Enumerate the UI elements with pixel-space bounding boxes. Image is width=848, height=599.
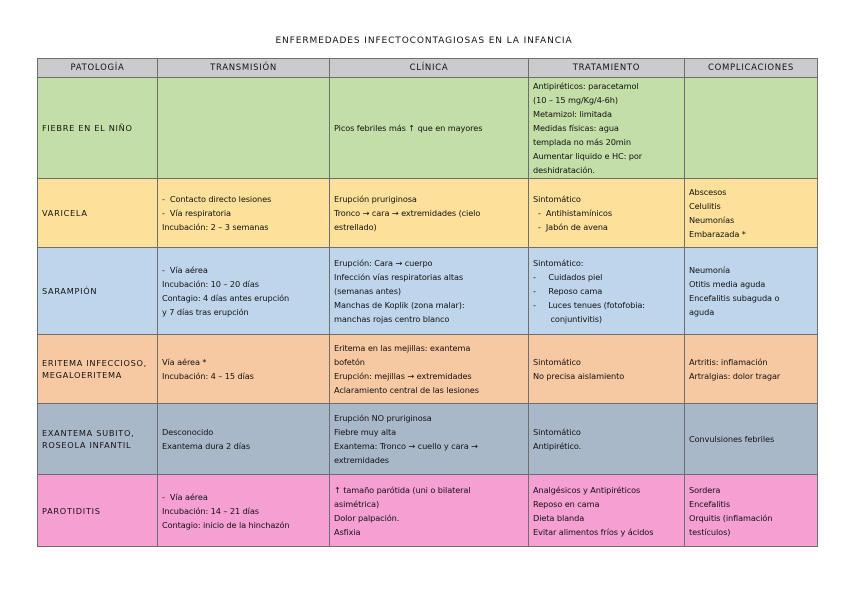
- tratamiento-line: (10 – 15 mg/Kg/4-6h): [533, 95, 618, 105]
- clinica-line: Manchas de Koplik (zona malar):: [334, 300, 465, 310]
- tratamiento-line: - Cuidados piel: [533, 272, 603, 282]
- tratamiento-line: deshidratación.: [533, 165, 595, 175]
- tratamiento-line: Sintomático: [533, 194, 581, 204]
- tratamiento-line: Reposo en cama: [533, 498, 600, 509]
- clinica-line: Erupción NO pruriginosa: [334, 413, 432, 423]
- complicaciones-line: Otitis media aguda: [689, 279, 766, 289]
- clinica-line: ↑ tamaño parótida (uni o bilateral: [334, 484, 471, 495]
- transmision-line: Exantema dura 2 días: [162, 441, 251, 451]
- clinica-line: estrellado): [334, 222, 377, 232]
- tratamiento-line: Analgésicos y Antipiréticos: [533, 484, 641, 495]
- complicaciones-line: Neumonías: [689, 215, 735, 225]
- cell-patologia: [38, 404, 158, 475]
- table-row: [38, 475, 818, 547]
- clinica-line: Picos febriles más ↑ que en mayores: [334, 123, 483, 133]
- cell-clinica: [330, 179, 529, 248]
- complicaciones-line: Embarazada *: [689, 229, 746, 239]
- tratamiento-line: Antipiréticos: paracetamol: [533, 81, 639, 91]
- patologia-line: PAROTIDITIS: [42, 505, 101, 516]
- patologia-line: SARAMPIÓN: [42, 286, 98, 296]
- cell-tratamiento: [529, 335, 685, 404]
- clinica-line: asimétrica): [334, 498, 380, 509]
- tratamiento-line: Aumentar liquido e HC: por: [533, 151, 643, 161]
- transmision-line: Desconocido: [162, 427, 214, 437]
- cell-clinica: [330, 248, 529, 335]
- header-row: [38, 59, 818, 78]
- complicaciones-line: Convulsiones febriles: [689, 434, 775, 444]
- transmision-line: Incubación: 2 – 3 semanas: [162, 222, 269, 232]
- tratamiento-line: Dieta blanda: [533, 512, 585, 523]
- header-patologia: PATOLOGÍA: [38, 59, 158, 78]
- cell-tratamiento: [529, 179, 685, 248]
- cell-clinica: [330, 78, 529, 179]
- cell-transmision: [158, 248, 330, 335]
- clinica-line: bofetón: [334, 357, 365, 367]
- table-row: [38, 335, 818, 404]
- clinica-line: Aclaramiento central de las lesiones: [334, 385, 479, 395]
- cell-transmision: [158, 404, 330, 475]
- clinica-line: Fiebre muy alta: [334, 427, 397, 437]
- clinica-line: Erupción: Cara → cuerpo: [334, 258, 433, 268]
- table-row: [38, 78, 818, 179]
- cell-patologia: [38, 475, 158, 547]
- table-row: [38, 179, 818, 248]
- document-title: ENFERMEDADES INFECTOCONTAGIOSAS EN LA INFANCIA: [275, 36, 573, 46]
- cell-complicaciones: [685, 475, 818, 547]
- tratamiento-line: Sintomático: [533, 357, 581, 367]
- cell-clinica: [330, 404, 529, 475]
- cell-patologia: [38, 248, 158, 335]
- transmision-line: Incubación: 14 – 21 días: [162, 505, 259, 516]
- cell-tratamiento: [529, 248, 685, 335]
- clinica-line: Exantema: Tronco → cuello y cara →: [334, 441, 478, 451]
- cell-patologia: [38, 78, 158, 179]
- complicaciones-line: Encefalitis subaguda o: [689, 293, 780, 303]
- tratamiento-line: Metamizol: limitada: [533, 109, 612, 119]
- cell-transmision: [158, 335, 330, 404]
- tratamiento-line: Sintomático: [533, 427, 581, 437]
- transmision-line: Incubación: 4 – 15 días: [162, 371, 254, 381]
- cell-patologia: [38, 335, 158, 404]
- tratamiento-line: templada no más 20min: [533, 137, 631, 147]
- complicaciones-line: Neumonía: [689, 265, 731, 275]
- header-tratamiento: TRATAMIENTO: [529, 59, 685, 78]
- cell-complicaciones: [685, 179, 818, 248]
- clinica-line: Dolor palpación.: [334, 512, 400, 523]
- table-row: [38, 404, 818, 475]
- clinica-line: manchas rojas centro blanco: [334, 314, 450, 324]
- clinica-line: extremidades: [334, 455, 389, 465]
- patologia-line: VARICELA: [42, 208, 88, 218]
- clinica-line: Infección vías respiratorias altas: [334, 272, 464, 282]
- patologia-line: ERITEMA INFECCIOSO,: [42, 358, 147, 368]
- cell-clinica: [330, 475, 529, 547]
- header-transmision: TRANSMISIÓN: [158, 59, 330, 78]
- clinica-line: Tronco → cara → extremidades (cielo: [334, 208, 481, 218]
- complicaciones-line: Orquitis (inflamación: [689, 512, 773, 523]
- tratamiento-line: - Luces tenues (fotofobia:: [533, 300, 645, 310]
- transmision-line: - Contacto directo lesiones: [162, 194, 272, 204]
- header-complicaciones: COMPLICACIONES: [685, 59, 818, 78]
- tratamiento-line: - Jabón de avena: [533, 222, 608, 232]
- clinica-line: Erupción: mejillas → extremidades: [334, 371, 472, 381]
- clinica-line: (semanas antes): [334, 286, 401, 296]
- table-row: [38, 248, 818, 335]
- transmision-line: - Vía aérea: [162, 491, 208, 502]
- complicaciones-line: Artralgias: dolor tragar: [689, 371, 781, 381]
- complicaciones-line: Encefalitis: [689, 498, 731, 509]
- complicaciones-line: Sordera: [689, 484, 721, 495]
- cell-complicaciones: [685, 404, 818, 475]
- cell-tratamiento: [529, 475, 685, 547]
- tratamiento-line: Evitar alimentos fríos y ácidos: [533, 526, 654, 537]
- patologia-line: FIEBRE EN EL NIÑO: [42, 123, 133, 133]
- tratamiento-line: Sintomático:: [533, 258, 584, 268]
- transmision-line: Incubación: 10 – 20 días: [162, 279, 259, 289]
- diseases-table: [37, 58, 818, 547]
- tratamiento-line: conjuntivitis): [533, 314, 603, 324]
- tratamiento-line: - Reposo cama: [533, 286, 603, 296]
- cell-clinica: [330, 335, 529, 404]
- clinica-line: Asfixia: [334, 526, 361, 537]
- transmision-line: - Vía aérea: [162, 265, 208, 275]
- patologia-line: EXANTEMA SUBITO,: [42, 428, 135, 438]
- transmision-line: Contagio: 4 días antes erupción: [162, 293, 290, 303]
- cell-transmision: [158, 179, 330, 248]
- complicaciones-line: Artritis: inflamación: [689, 357, 768, 367]
- transmision-line: - Vía respiratoria: [162, 208, 231, 218]
- cell-patologia: [38, 179, 158, 248]
- tratamiento-line: No precisa aislamiento: [533, 371, 625, 381]
- clinica-line: Eritema en las mejillas: exantema: [334, 343, 471, 353]
- cell-tratamiento: [529, 78, 685, 179]
- complicaciones-line: Celulitis: [689, 201, 721, 211]
- complicaciones-line: Abscesos: [689, 187, 727, 197]
- transmision-line: y 7 días tras erupción: [162, 307, 249, 317]
- cell-complicaciones: [685, 78, 818, 179]
- tratamiento-line: Antipirético.: [533, 441, 582, 451]
- patologia-line: ROSEOLA INFANTIL: [42, 440, 132, 450]
- header-clinica: CLÍNICA: [330, 59, 529, 78]
- cell-tratamiento: [529, 404, 685, 475]
- clinica-line: Erupción pruriginosa: [334, 194, 417, 204]
- patologia-line: MEGALOERITEMA: [42, 370, 123, 380]
- cell-complicaciones: [685, 335, 818, 404]
- tratamiento-line: Medidas físicas: agua: [533, 123, 619, 133]
- cell-complicaciones: [685, 248, 818, 335]
- cell-transmision: [158, 475, 330, 547]
- cell-transmision: [158, 78, 330, 179]
- complicaciones-line: aguda: [689, 307, 715, 317]
- tratamiento-line: - Antihistamínicos: [533, 208, 612, 218]
- complicaciones-line: testículos): [689, 526, 731, 537]
- transmision-line: Contagio: inicio de la hinchazón: [162, 519, 290, 530]
- transmision-line: Vía aérea *: [162, 357, 207, 367]
